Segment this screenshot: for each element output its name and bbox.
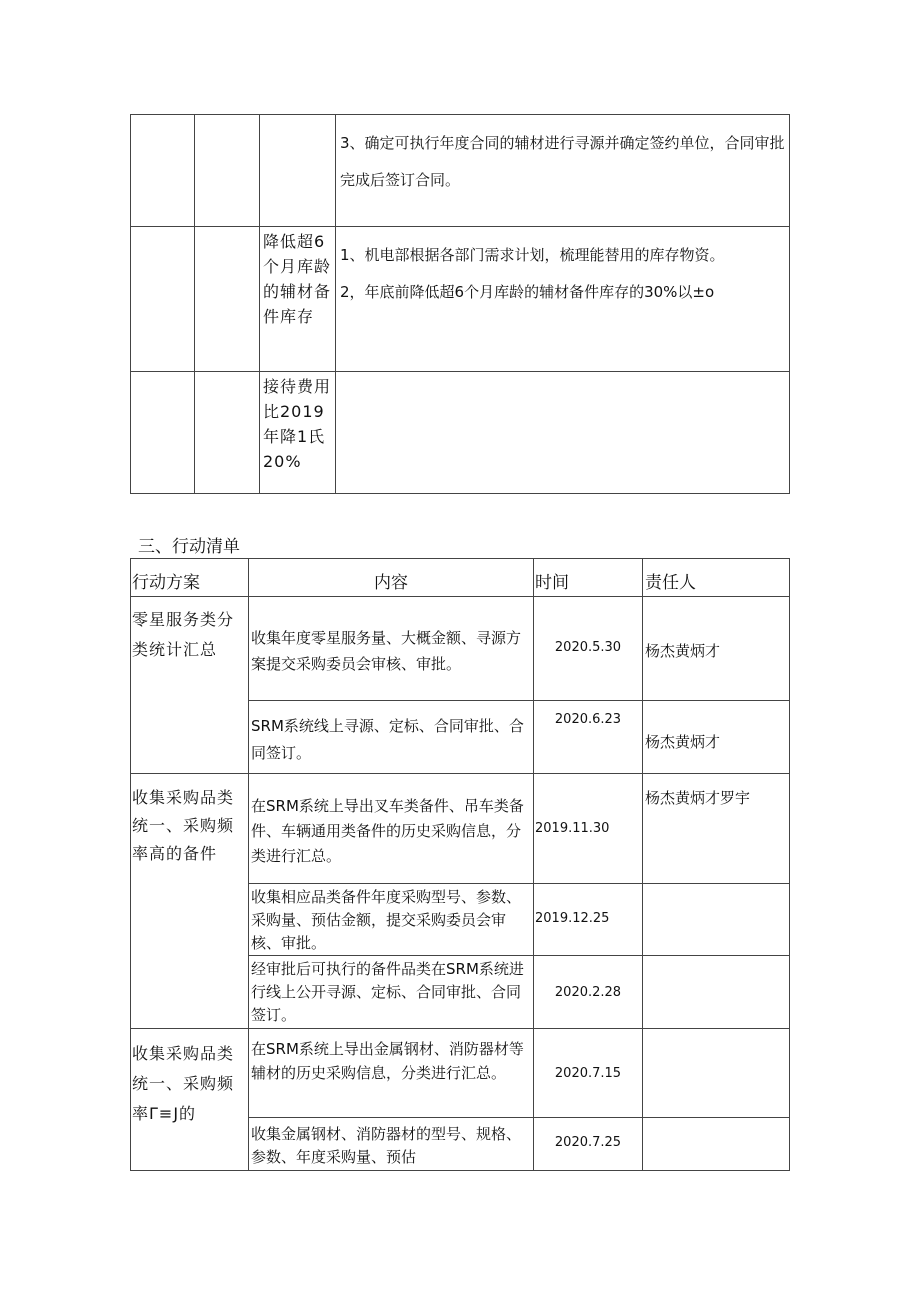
action-owner [642,1117,790,1171]
plan-table-target: 降低超6个月库龄的辅材备件库存 [259,226,336,372]
measure-text: 1、机电部根据各部门需求计划，梳理能替用的库存物资。 [340,246,725,264]
action-plan: 收集采购品类统一、采购频率Γ≡J的 [130,1028,249,1171]
action-owner: 杨杰黄炳才 [642,596,790,701]
action-content: 收集相应品类备件年度采购型号、参数、采购量、预估金额，提交采购委员会审核、审批。 [248,883,534,956]
plan-table-target [259,114,336,227]
plan-table-cell-col1 [130,371,195,494]
plan-table-cell-col2 [194,226,260,372]
action-content: 收集金属钢材、消防器材的型号、规格、参数、年度采购量、预估 [248,1117,534,1171]
header-plan: 行动方案 [130,558,249,597]
header-time: 时间 [533,558,643,597]
action-owner: 杨杰黄炳才 [642,700,790,774]
plan-table-target: 接待费用比2019年降1氏20% [259,371,336,494]
action-time: 2020.5.30 [533,596,643,701]
action-plan: 收集采购品类统一、采购频率高的备件 [130,773,249,1029]
plan-table-cell-col1 [130,226,195,372]
action-time: 2020.7.25 [533,1117,643,1171]
action-content: 收集年度零星服务量、大概金额、寻源方案提交采购委员会审核、审批。 [248,596,534,701]
action-time: 2020.6.23 [533,700,643,774]
measure-text: 2，年底前降低超6个月库龄的辅材备件库存的30%以±o [340,283,715,301]
plan-table-cell-col2 [194,371,260,494]
action-owner [642,883,790,956]
plan-table-cell-col2 [194,114,260,227]
action-plan: 零星服务类分类统计汇总 [130,596,249,774]
plan-table-measures [335,114,790,227]
action-time: 2020.7.15 [533,1028,643,1118]
action-owner: 杨杰黄炳才罗宇 [642,773,790,884]
section-title: 三、行动清单 [138,537,240,557]
header-owner: 责任人 [642,558,790,597]
action-owner [642,955,790,1029]
action-time: 2019.12.25 [533,883,643,956]
action-content: 在SRM系统上导出叉车类备件、吊车类备件、车辆通用类备件的历史采购信息，分类进行汇总。 [248,773,534,884]
plan-table-cell-col1 [130,114,195,227]
action-time: 2019.11.30 [533,773,643,884]
action-content: 经审批后可执行的备件品类在SRM系统进行线上公开寻源、定标、合同审批、合同签订。 [248,955,534,1029]
header-content: 内容 [248,558,534,597]
action-time: 2020.2.28 [533,955,643,1029]
plan-table-measures [335,371,790,494]
action-content: SRM系统线上寻源、定标、合同审批、合同签订。 [248,700,534,774]
plan-table-measures [335,226,790,372]
action-owner [642,1028,790,1118]
action-content: 在SRM系统上导出金属钢材、消防器材等辅材的历史采购信息，分类进行汇总。 [248,1028,534,1118]
measure-text: 3、确定可执行年度合同的辅材进行寻源并确定签约单位，合同审批完成后签订合同。 [340,134,785,189]
